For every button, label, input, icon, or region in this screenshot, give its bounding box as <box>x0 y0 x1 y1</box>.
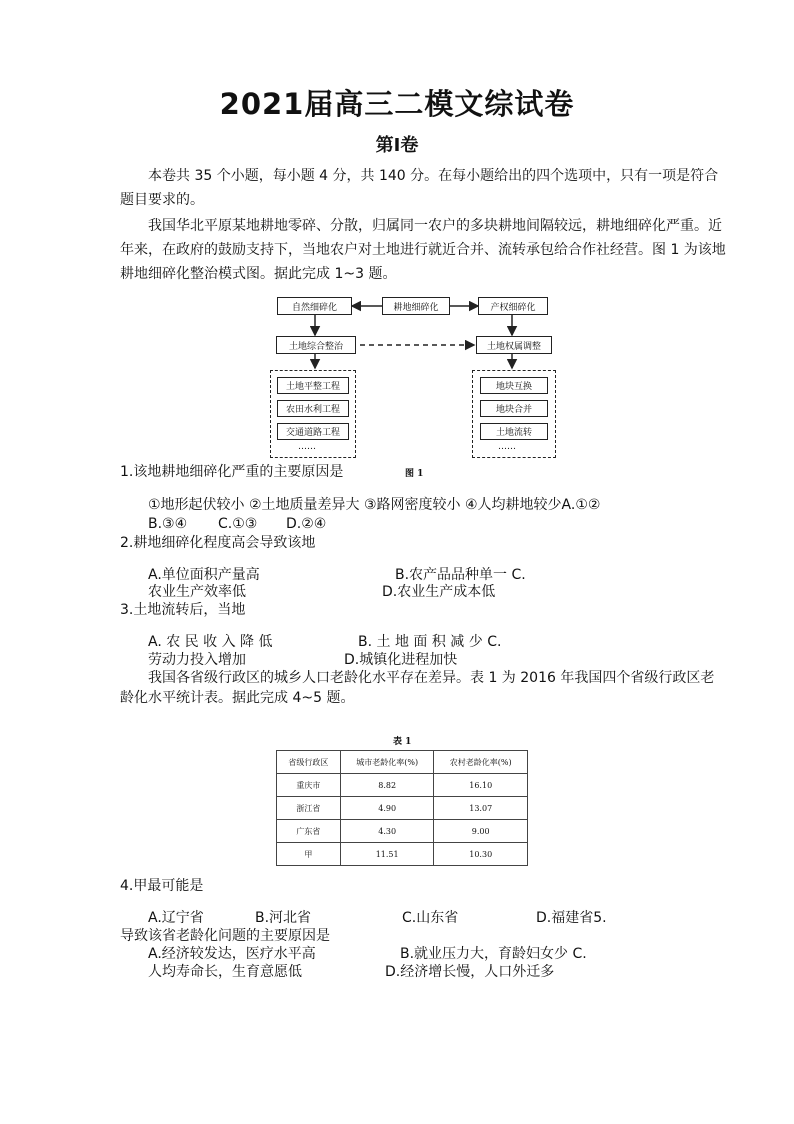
q4-stem: 4.甲最可能是 <box>120 878 204 894</box>
box-irrigation: 农田水利工程 <box>277 400 349 417</box>
table-cell-region: 浙江省 <box>277 797 341 820</box>
intro-line-1: 本卷共 35 个小题，每小题 4 分，共 140 分。在每小题给出的四个选项中，只有一项是符合 <box>148 168 719 184</box>
table-cell-region: 广东省 <box>277 820 341 843</box>
table-1 <box>276 750 528 866</box>
q4-option-c: C.山东省 <box>402 910 459 926</box>
box-land-consolidation: 土地综合整治 <box>276 336 356 354</box>
box-land-leveling: 土地平整工程 <box>277 377 349 394</box>
q1-option-b: B.③④ <box>148 516 188 532</box>
table-header-cell: 省级行政区 <box>277 751 341 774</box>
q5-option-c: 人均寿命长，生育意愿低 <box>148 964 302 980</box>
table-cell-urban: 11.51 <box>340 843 434 866</box>
section-title: 第Ⅰ卷 <box>375 135 419 156</box>
q3-stem: 3.土地流转后，当地 <box>120 602 246 618</box>
left-ellipsis: …… <box>298 442 316 452</box>
para2-line-2: 龄化水平统计表。据此完成 4~5 题。 <box>120 690 355 706</box>
table-row <box>277 774 528 797</box>
table-row <box>277 843 528 866</box>
q2-option-d: D.农业生产成本低 <box>382 584 496 600</box>
box-property-fragmentation: 产权细碎化 <box>478 297 548 315</box>
q3-option-d: D.城镇化进程加快 <box>344 652 458 668</box>
q1-options-line: ①地形起伏较小 ②土地质量差异大 ③路网密度较小 ④人均耕地较少A.①② <box>148 497 601 513</box>
q2-option-a: A.单位面积产量高 <box>148 567 260 583</box>
q5-option-b: B.就业压力大，育龄妇女少 C. <box>400 946 587 962</box>
para1-line-2: 年来，在政府的鼓励支持下，当地农户对土地进行就近合并、流转承包给合作社经营。图 1 为该地 <box>120 242 726 258</box>
figure-1-connectors <box>0 0 794 470</box>
q3-option-b: B. 土 地 面 积 减 少 C. <box>358 634 502 650</box>
para1-line-3: 耕地细碎化整治模式图。据此完成 1~3 题。 <box>120 266 397 282</box>
figure-1-caption: 图 1 <box>405 469 424 479</box>
para2-line-1: 我国各省级行政区的城乡人口老龄化水平存在差异。表 1 为 2016 年我国四个省级行政区老 <box>148 670 715 686</box>
box-road-works: 交通道路工程 <box>277 423 349 440</box>
q1-stem: 1.该地耕地细碎化严重的主要原因是 <box>120 464 344 480</box>
intro-line-2: 题目要求的。 <box>120 192 204 208</box>
q4-option-d: D.福建省5. <box>536 910 607 926</box>
q1-option-c: C.①③ <box>218 516 258 532</box>
table-cell-urban: 8.82 <box>340 774 434 797</box>
table-cell-urban: 4.30 <box>340 820 434 843</box>
q3-option-a: A. 农 民 收 入 降 低 <box>148 634 273 650</box>
q2-stem: 2.耕地细碎化程度高会导致该地 <box>120 535 316 551</box>
box-land-transfer: 土地流转 <box>480 423 548 440</box>
table-header-cell: 农村老龄化率(%) <box>434 751 528 774</box>
box-plot-merge: 地块合并 <box>480 400 548 417</box>
table-1-caption: 表 1 <box>393 737 412 747</box>
box-natural-fragmentation: 自然细碎化 <box>277 297 352 315</box>
table-cell-rural: 10.30 <box>434 843 528 866</box>
q5-option-d: D.经济增长慢，人口外迁多 <box>385 964 555 980</box>
table-header-cell: 城市老龄化率(%) <box>340 751 434 774</box>
table-row <box>277 797 528 820</box>
q4-option-b: B.河北省 <box>255 910 312 926</box>
table-header-row <box>277 751 528 774</box>
table-row <box>277 820 528 843</box>
q2-option-b: B.农产品品种单一 C. <box>395 567 526 583</box>
q3-option-c: 劳动力投入增加 <box>148 652 246 668</box>
table-cell-urban: 4.90 <box>340 797 434 820</box>
table-cell-region: 重庆市 <box>277 774 341 797</box>
box-plot-exchange: 地块互换 <box>480 377 548 394</box>
box-ownership-adjustment: 土地权属调整 <box>476 336 552 354</box>
right-ellipsis: …… <box>498 442 516 452</box>
table-cell-region: 甲 <box>277 843 341 866</box>
q2-option-c: 农业生产效率低 <box>148 584 246 600</box>
para1-line-1: 我国华北平原某地耕地零碎、分散，归属同一农户的多块耕地间隔较远，耕地细碎化严重。近 <box>148 218 722 234</box>
q1-option-d: D.②④ <box>286 516 327 532</box>
table-cell-rural: 13.07 <box>434 797 528 820</box>
box-farmland-fragmentation: 耕地细碎化 <box>382 297 450 315</box>
table-cell-rural: 9.00 <box>434 820 528 843</box>
page-title: 2021届高三二模文综试卷 <box>219 87 575 121</box>
table-cell-rural: 16.10 <box>434 774 528 797</box>
q4-option-a: A.辽宁省 <box>148 910 204 926</box>
q5-option-a: A.经济较发达，医疗水平高 <box>148 946 316 962</box>
q5-stem: 导致该省老龄化问题的主要原因是 <box>120 928 330 944</box>
